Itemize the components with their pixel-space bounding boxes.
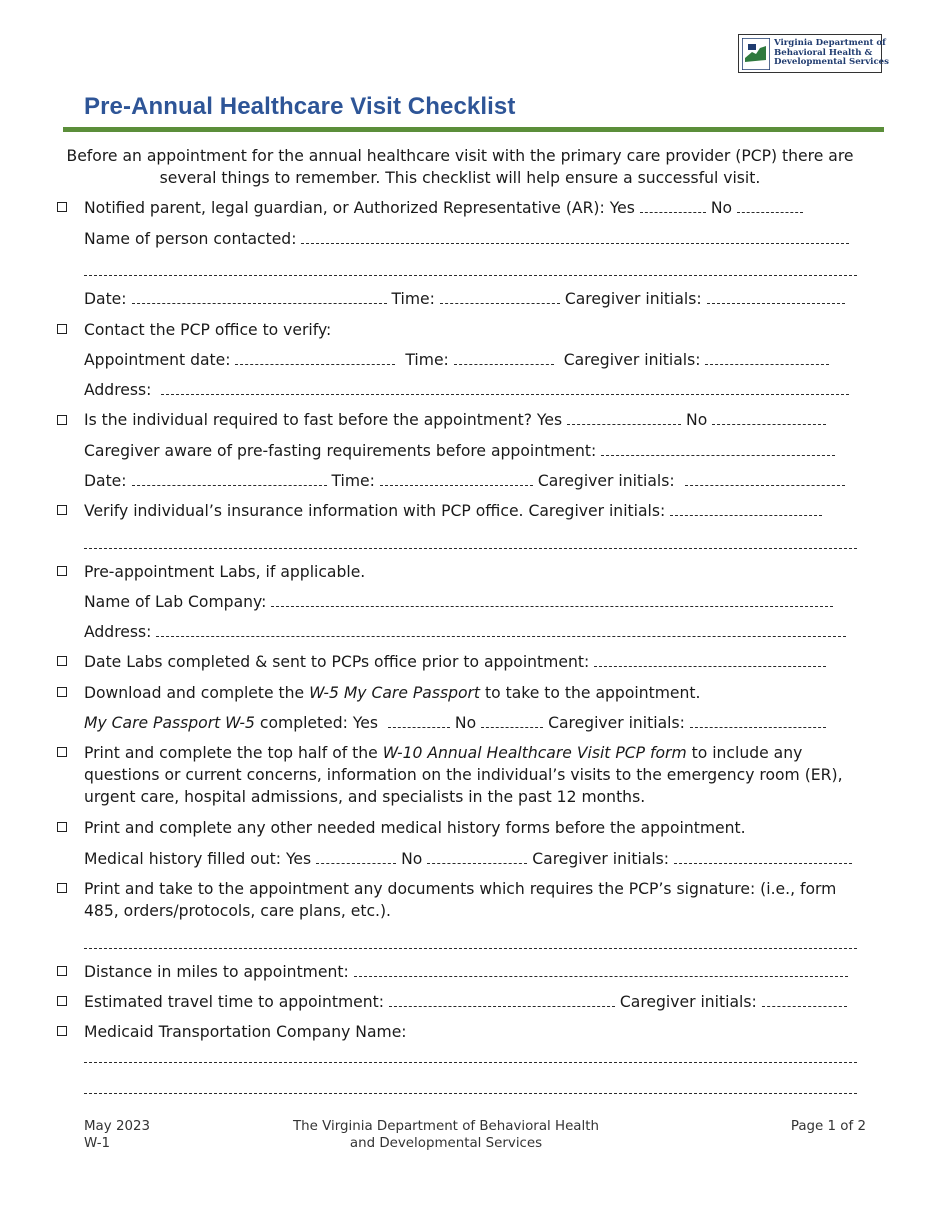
person-contacted-field[interactable] xyxy=(301,228,849,244)
checkbox-notified[interactable] xyxy=(57,202,67,212)
footer-organization: The Virginia Department of Behavioral Health and Developmental Services xyxy=(293,1119,599,1151)
row-lab-company: Name of Lab Company: xyxy=(84,591,833,613)
row-signature-line xyxy=(84,933,857,955)
yes-field[interactable] xyxy=(640,197,706,213)
item-labs: Pre-appointment Labs, if applicable. xyxy=(84,563,366,581)
distance-field[interactable] xyxy=(354,961,848,977)
date-field[interactable] xyxy=(132,288,387,304)
yes-field[interactable] xyxy=(567,409,681,425)
labs-sent-date-field[interactable] xyxy=(594,651,826,667)
checkbox-labs[interactable] xyxy=(57,566,67,576)
page-number: Page 1 of 2 xyxy=(790,1119,866,1134)
checkbox-labs-sent[interactable] xyxy=(57,656,67,666)
initials-field[interactable] xyxy=(674,848,852,864)
checkbox-signature-docs[interactable] xyxy=(57,883,67,893)
item-signature-docs: Print and take to the appointment any documents which requires the PCP’s signature: (i.e., form 485, orders/protocols, care plans, etc.). xyxy=(84,880,837,920)
initials-field[interactable] xyxy=(670,500,822,516)
transportation-company-continued-field[interactable] xyxy=(84,1078,857,1094)
checkbox-w10-form[interactable] xyxy=(57,747,67,757)
initials-field[interactable] xyxy=(705,349,829,365)
lab-company-field[interactable] xyxy=(271,591,833,607)
signature-docs-field[interactable] xyxy=(84,933,857,949)
footer-date-code: May 2023 W-1 xyxy=(84,1119,151,1151)
item-medical-history: Print and complete any other needed medical history forms before the appointment. xyxy=(84,819,746,837)
checkbox-contact-pcp[interactable] xyxy=(57,324,67,334)
row-date-time: Date: Time: Caregiver initials: xyxy=(84,288,845,310)
initials-field[interactable] xyxy=(690,712,826,728)
intro-paragraph: Before an appointment for the annual healthcare visit with the primary care provider (PCP) there are several things to remember. This checklist will help ensure a successful visit. xyxy=(66,147,854,187)
row-transportation-line-1 xyxy=(84,1047,857,1069)
yes-field[interactable] xyxy=(388,712,450,728)
row-fasting-aware: Caregiver aware of pre-fasting requirements before appointment: xyxy=(84,440,835,462)
logo-text: Virginia Department of Behavioral Health & Developmental Services xyxy=(774,38,889,68)
row-address: Address: xyxy=(84,379,849,401)
item-fasting: Is the individual required to fast before the appointment? Yes No xyxy=(84,409,826,431)
insurance-notes-field[interactable] xyxy=(84,533,857,549)
item-transportation: Medicaid Transportation Company Name: xyxy=(84,1023,407,1041)
row-transportation-line-2 xyxy=(84,1078,857,1100)
virginia-map-icon xyxy=(742,38,770,70)
time-field[interactable] xyxy=(380,470,533,486)
appointment-time-field[interactable] xyxy=(454,349,554,365)
item-insurance: Verify individual’s insurance information with PCP office. Caregiver initials: xyxy=(84,500,822,522)
no-field[interactable] xyxy=(481,712,543,728)
no-field[interactable] xyxy=(712,409,826,425)
no-field[interactable] xyxy=(427,848,527,864)
title-divider xyxy=(63,127,884,132)
checkbox-travel-time[interactable] xyxy=(57,996,67,1006)
item-contact-pcp: Contact the PCP office to verify: xyxy=(84,321,332,339)
row-person-contacted: Name of person contacted: xyxy=(84,228,849,250)
row-blank-line xyxy=(84,260,857,282)
initials-field[interactable] xyxy=(707,288,845,304)
row-passport-completed: My Care Passport W-5 completed: Yes No Caregiver initials: xyxy=(84,712,826,734)
checkbox-fasting[interactable] xyxy=(57,415,67,425)
page-title: Pre-Annual Healthcare Visit Checklist xyxy=(84,93,516,120)
initials-field[interactable] xyxy=(762,991,847,1007)
appointment-date-field[interactable] xyxy=(235,349,395,365)
person-contacted-continued-field[interactable] xyxy=(84,260,857,276)
row-insurance-line xyxy=(84,533,857,555)
address-field[interactable] xyxy=(161,379,849,395)
item-labs-sent: Date Labs completed & sent to PCPs office prior to appointment: xyxy=(84,651,826,673)
travel-time-field[interactable] xyxy=(389,991,615,1007)
row-medical-history-filled: Medical history filled out: Yes No Caregiver initials: xyxy=(84,848,852,870)
transportation-company-field[interactable] xyxy=(84,1047,857,1063)
row-lab-address: Address: xyxy=(84,621,846,643)
checkbox-insurance[interactable] xyxy=(57,505,67,515)
item-passport: Download and complete the W-5 My Care Passport to take to the appointment. xyxy=(84,684,701,702)
item-notified: Notified parent, legal guardian, or Authorized Representative (AR): Yes No xyxy=(84,197,803,219)
fasting-aware-field[interactable] xyxy=(601,440,835,456)
checkbox-transportation[interactable] xyxy=(57,1026,67,1036)
dbhds-logo xyxy=(738,34,889,73)
initials-field[interactable] xyxy=(685,470,845,486)
time-field[interactable] xyxy=(440,288,560,304)
date-field[interactable] xyxy=(132,470,327,486)
item-w10-form: Print and complete the top half of the W-10 Annual Healthcare Visit PCP form to include any questions or current concerns, information on the individual’s visits to the emergency room (ER), urgent care, hospital admissions, and specialists in the past 12 months. xyxy=(84,744,843,806)
checkbox-distance[interactable] xyxy=(57,966,67,976)
item-travel-time: Estimated travel time to appointment: Caregiver initials: xyxy=(84,991,847,1013)
lab-address-field[interactable] xyxy=(156,621,846,637)
no-field[interactable] xyxy=(737,197,803,213)
yes-field[interactable] xyxy=(316,848,396,864)
item-distance: Distance in miles to appointment: xyxy=(84,961,848,983)
row-fasting-date: Date: Time: Caregiver initials: xyxy=(84,470,845,492)
row-appointment: Appointment date: Time: Caregiver initials: xyxy=(84,349,829,371)
checkbox-medical-history[interactable] xyxy=(57,822,67,832)
checkbox-passport[interactable] xyxy=(57,687,67,697)
